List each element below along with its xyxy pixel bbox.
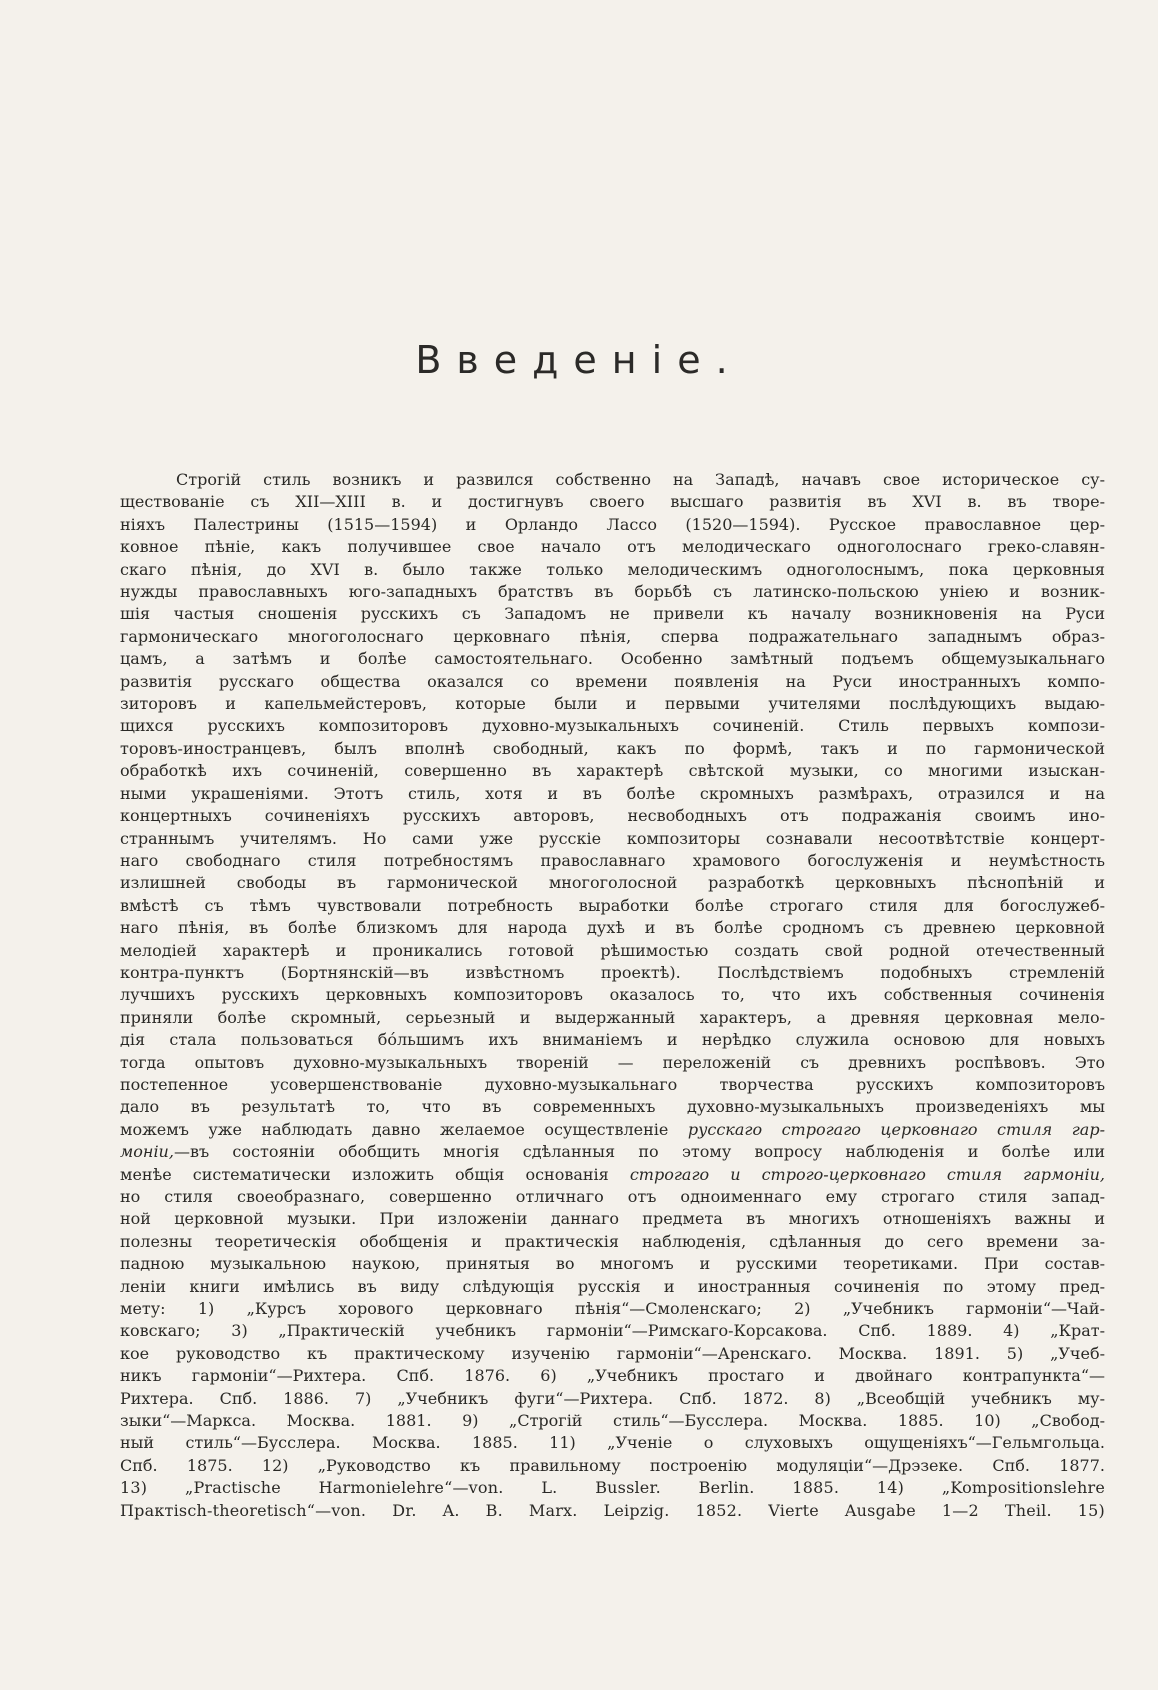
text-line: мелодiей характерѣ и проникались готовой рѣшимостью создать свой родной отечественный [120, 940, 1105, 960]
text-line: дiя стала пользоваться бóльшимъ ихъ вниманiемъ и нерѣдко служила основою для новыхъ [120, 1030, 1105, 1050]
text-line: Рихтера. Спб. 1886. 7) „Учебникъ фуги“—Рихтера. Спб. 1872. 8) „Всеобщiй учебникъ му- [120, 1388, 1105, 1408]
text-line: Строгiй стиль возникъ и развился собственно на Западѣ, начавъ свое историческое су- [176, 470, 1105, 489]
text-line: наго пѣнiя, въ болѣе близкомъ для народа духѣ и въ болѣе сродномъ съ древнею церковной [120, 918, 1105, 938]
text-line: Спб. 1875. 12) „Руководство къ правильному построенiю модуляцiи“—Дрэзеке. Спб. 1877. [120, 1455, 1105, 1475]
text-line: развитiя русскаго общества оказался со времени появленiя на Руси иностранныхъ компо- [120, 671, 1105, 691]
text-line: зиторовъ и капельмейстеровъ, которые были и первыми учителями послѣдующихъ выдаю- [120, 694, 1105, 714]
text-segment: менѣе систематически изложить общiя основанiя [120, 1164, 630, 1184]
body-paragraph [120, 469, 1105, 1522]
text-line: ный стиль“—Бусслера. Москва. 1885. 11) „Ученiе о слуховыхъ ощущенiяхъ“—Гельмгольца. [120, 1433, 1105, 1453]
text-line: наго свободнаго стиля потребностямъ православнаго храмового богослуженiя и неумѣстность [120, 850, 1105, 870]
text-line: постепенное усовершенствованiе духовно-музыкальнаго творчества русскихъ композиторовъ [120, 1074, 1105, 1094]
text-line: страннымъ учителямъ. Но сами уже русскiе композиторы сознавали несоотвѣтствiе концерт- [120, 828, 1105, 848]
text-line: скаго пѣнiя, до XVI в. было также только мелодическимъ одноголоснымъ, пока церковныя [120, 559, 1105, 579]
text-line: торовъ-иностранцевъ, былъ вполнѣ свободный, какъ по формѣ, такъ и по гармонической [120, 738, 1105, 758]
text-line: Практisch-theoretisch“—von. Dr. A. B. Marx. Leipzig. 1852. Vierte Ausgabe 1—2 Theil. 15) [120, 1500, 1105, 1520]
text-line: ными украшенiями. Этотъ стиль, хотя и въ болѣе скромныхъ размѣрахъ, отразился и на [120, 783, 1105, 803]
text-line: контра-пунктъ (Бортнянскiй—въ извѣстномъ проектѣ). Послѣдствiемъ подобныхъ стремленiй [120, 962, 1105, 982]
italic-segment: русскаго строгаго церковнаго стиля гар- [687, 1119, 1105, 1139]
text-line: кое руководство къ практическому изученiю гармонiи“—Аренскаго. Москва. 1891. 5) „Учеб- [120, 1343, 1105, 1363]
italic-segment: монiи, [120, 1142, 174, 1162]
text-line-with-italic [120, 1141, 1105, 1163]
text-line: ковное пѣнiе, какъ получившее свое начало отъ мелодическаго одноголоснаго греко-славян- [120, 537, 1105, 557]
text-line: полезны теоретическiя обобщенiя и практическiя наблюденiя, сдѣланныя до сего времени за- [120, 1231, 1105, 1251]
text-line-with-italic [120, 1119, 1105, 1141]
text-line: дало въ результатѣ то, что въ современныхъ духовно-музыкальныхъ произведенiяхъ мы [120, 1097, 1105, 1117]
text-line: 13) „Practische Harmonielehre“—von. L. Bussler. Berlin. 1885. 14) „Kompositionslehre [120, 1478, 1105, 1498]
text-line: обработкѣ ихъ сочиненiй, совершенно въ характерѣ свѣтской музыки, со многими изыскан- [120, 761, 1105, 781]
text-line: ковскаго; 3) „Практическiй учебникъ гармонiи“—Римскаго-Корсакова. Спб. 1889. 4) „Крат- [120, 1321, 1105, 1341]
text-line: нiяхъ Палестрины (1515—1594) и Орландо Лассо (1520—1594). Русское православное цер- [120, 514, 1105, 534]
text-line: ной церковной музыки. При изложенiи даннаго предмета въ многихъ отношенiяхъ важны и [120, 1209, 1105, 1229]
text-line-with-italic [120, 1164, 1105, 1186]
text-segment: можемъ уже наблюдать давно желаемое осуществленiе [120, 1119, 688, 1139]
text-line: концертныхъ сочиненiяхъ русскихъ авторовъ, несвободныхъ отъ подражанiя своимъ ино- [120, 806, 1105, 826]
italic-segment: строгаго и строго-церковнаго стиля гармонiи, [629, 1164, 1105, 1184]
text-line: гармоническаго многоголоснаго церковнаго пѣнiя, сперва подражательнаго западнымъ образ- [120, 626, 1105, 646]
text-line: шiя частыя сношенiя русскихъ съ Западомъ не привели къ началу возникновенiя на Руси [120, 604, 1105, 624]
text-line: приняли болѣе скромный, серьезный и выдержанный характеръ, а древняя церковная мело- [120, 1007, 1105, 1027]
text-line: зыки“—Маркса. Москва. 1881. 9) „Строгiй стиль“—Бусслера. Москва. 1885. 10) „Свобод- [120, 1411, 1105, 1431]
page-title: Введенiе. [415, 338, 743, 382]
text-line: ленiи книги имѣлись въ виду слѣдующiя русскiя и иностранныя сочиненiя по этому пред- [120, 1276, 1105, 1296]
text-line: никъ гармонiи“—Рихтера. Спб. 1876. 6) „Учебникъ простаго и двойнаго контрапункта“— [120, 1366, 1105, 1386]
text-line: падною музыкальною наукою, принятыя во многомъ и русскими теоретиками. При состав- [120, 1254, 1105, 1274]
text-line: лучшихъ русскихъ церковныхъ композиторовъ оказалось то, что ихъ собственныя сочиненiя [120, 985, 1105, 1005]
text-line: тогда опытовъ духовно-музыкальныхъ творенiй — переложенiй съ древнихъ роспѣвовъ. Это [120, 1052, 1105, 1072]
text-line: мету: 1) „Курсъ хорового церковнаго пѣнiя“—Смоленскаго; 2) „Учебникъ гармонiи“—Чай- [120, 1299, 1105, 1319]
text-line: излишней свободы въ гармонической многоголосной разработкѣ церковныхъ пѣснопѣнiй и [120, 873, 1105, 893]
text-line: щихся русскихъ композиторовъ духовно-музыкальныхъ сочиненiй. Стиль первыхъ компози- [120, 716, 1105, 736]
text-segment: —въ состоянiи обобщить многiя сдѣланныя по этому вопросу наблюденiя и болѣе или [173, 1142, 1105, 1162]
text-line: ществованiе съ XII—XIII в. и достигнувъ своего высшаго развитiя въ XVI в. въ творе- [120, 492, 1105, 512]
text-line: вмѣстѣ съ тѣмъ чувствовали потребность выработки болѣе строгаго стиля для богослужеб- [120, 895, 1105, 915]
text-line: но стиля своеобразнаго, совершенно отличнаго отъ одноименнаго ему строгаго стиля запад- [120, 1187, 1105, 1206]
text-line: нужды православныхъ юго-западныхъ братствъ въ борьбѣ съ латинско-польскою унiею и возник- [120, 582, 1105, 602]
text-line: цамъ, а затѣмъ и болѣе самостоятельнаго. Особенно замѣтный подъемъ общемузыкальнаго [120, 649, 1105, 669]
